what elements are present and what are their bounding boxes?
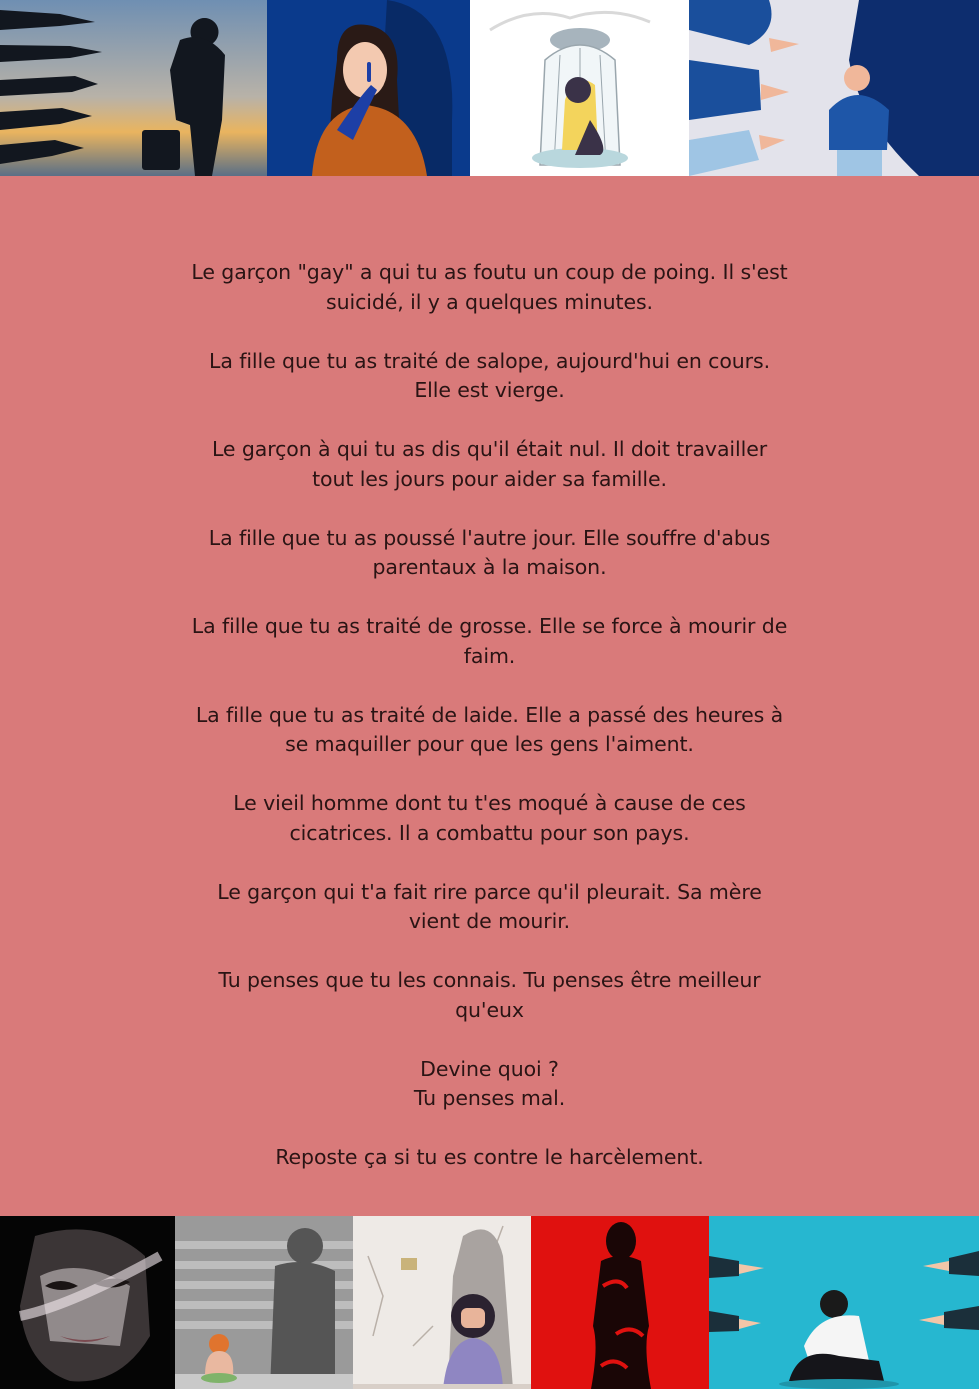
crying-girl-wall-icon	[353, 1216, 531, 1389]
stanza: Le garçon qui t'a fait rire parce qu'il pleurait. Sa mère vient de mourir.	[217, 879, 762, 933]
stanza: La fille que tu as traité de laide. Elle a passé des heures à se maquiller pour que les gens l'aiment.	[195, 702, 784, 756]
stanza: Devine quoi ? Tu penses mal.	[413, 1056, 566, 1110]
stanza: Tu penses que tu les connais. Tu penses être meilleur qu'eux	[218, 968, 761, 1022]
top-image-strip	[0, 0, 979, 176]
pointed-at-girl-icon	[689, 0, 979, 176]
girl-in-cage-icon	[470, 0, 689, 176]
stanza: La fille que tu as traité de grosse. Elle se force à mourir de faim.	[191, 614, 788, 668]
pointed-at-person-icon	[709, 1216, 979, 1389]
pointing-fingers-silhouette-icon	[0, 0, 267, 176]
stanza: La fille que tu as traité de salope, aujourd'hui en cours. Elle est vierge.	[209, 348, 770, 402]
stanza: Le garçon à qui tu as dis qu'il était nul. Il doit travailler tout les jours pour aider sa famille.	[211, 437, 768, 491]
closing-line: Reposte ça si tu es contre le harcèlement.	[275, 1145, 704, 1169]
stanza: Le vieil homme dont tu t'es moqué à cause de ces cicatrices. Il a combattu pour son pays.	[233, 791, 746, 845]
stanza: La fille que tu as poussé l'autre jour. Elle souffre d'abus parentaux à la maison.	[208, 525, 771, 579]
woman-silenced-icon	[267, 0, 470, 176]
woman-silhouette-hands-icon	[531, 1216, 709, 1389]
child-shadow-icon	[175, 1216, 353, 1389]
poem-text	[150, 258, 829, 1173]
bottom-image-strip	[0, 1216, 979, 1389]
bruised-face-icon	[0, 1216, 175, 1389]
stanza: Le garçon "gay" a qui tu as foutu un coup de poing. Il s'est suicidé, il y a quelques minutes.	[191, 260, 788, 314]
